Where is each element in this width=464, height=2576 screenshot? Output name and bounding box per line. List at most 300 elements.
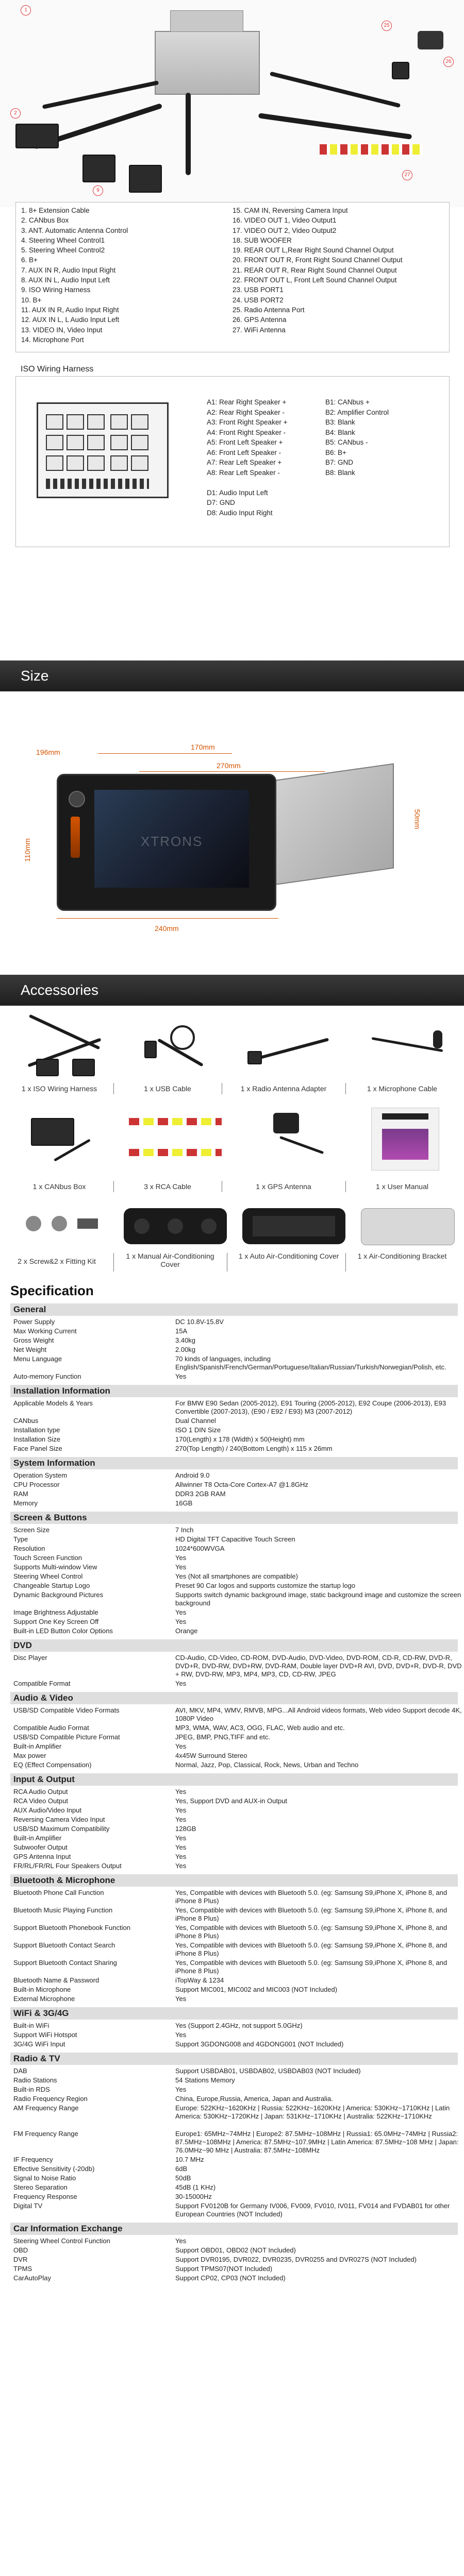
spec-key: Steering Wheel Control Function [13, 2237, 110, 2245]
spec-row [10, 1327, 458, 1335]
spec-section-heading: Bluetooth & Microphone [10, 1874, 458, 1887]
spec-value: 4x45W Surround Stereo [175, 1752, 247, 1759]
spec-key: Subwoofer Output [13, 1843, 68, 1851]
spec-key: Image Brightness Adjustable [13, 1608, 98, 1616]
spec-value: 170(Length) x 178 (Width) x 50(Height) mm [175, 1435, 305, 1443]
spec-row [10, 2076, 458, 2084]
spec-row [10, 2246, 458, 2255]
spec-value: JPEG, BMP, PNG,TIFF and etc. [175, 1733, 270, 1741]
wiring-item: 27. WiFi Antenna [233, 326, 286, 334]
spec-section-heading: Input & Output [10, 1773, 458, 1786]
spec-key: Auto-memory Function [13, 1372, 81, 1380]
spec-row [10, 2086, 458, 2094]
spec-row [10, 2256, 458, 2264]
spec-row [10, 1724, 458, 1732]
spec-row [10, 1346, 458, 1354]
callout-9: 9 [93, 185, 103, 196]
wiring-item: 14. Microphone Port [21, 335, 84, 344]
pin [67, 435, 84, 450]
spec-key: Operation System [13, 1471, 68, 1479]
spec-value: Preset 90 Car logos and supports customize the startup logo [175, 1582, 356, 1589]
pin [67, 414, 84, 430]
spec-row [10, 2193, 458, 2201]
spec-value: Dual Channel [175, 1417, 216, 1425]
spec-key: Built-in Amplifier [13, 1834, 62, 1842]
wiring-item: 6. B+ [21, 256, 38, 264]
spec-row [10, 1435, 458, 1444]
divider [345, 1253, 346, 1272]
callout-27: 27 [402, 170, 412, 180]
spec-row [10, 1535, 458, 1544]
spec-value: Yes [175, 1834, 187, 1842]
accessories-title: Accessories [21, 982, 98, 998]
spec-row [10, 1481, 458, 1489]
acc-auto-ac-cover-img [242, 1208, 345, 1244]
spec-row [10, 2274, 458, 2282]
pin [110, 414, 128, 430]
pin [131, 414, 148, 430]
spec-value: Yes, Support DVD and AUX-in Output [175, 1797, 288, 1805]
spec-key: AUX Audio/Video Input [13, 1806, 82, 1814]
iso-col-a [207, 397, 287, 518]
head-unit-back [155, 31, 260, 95]
spec-row [10, 2237, 458, 2245]
dim-line-top [98, 753, 232, 754]
spec-value: CD-Audio, CD-Video, CD-ROM, DVD-Audio, DVD-Video, DVD-ROM, CD-R, CD-RW, DVD-R, DVD+R, DVD-RW, DVD+RW, DVD-RAM, Double layer DVD+R AVI, DVD, DVD+R, DVD-R, DVD + RW, DVD-RW, MP3, MP4, MP3, CD, CD-RW, JPEG [175, 1654, 462, 1678]
size-section-bar [0, 660, 464, 691]
spec-row [10, 1372, 458, 1381]
spec-key: Supports Multi-window View [13, 1563, 97, 1571]
spec-value: Yes [175, 1853, 187, 1860]
spec-value: MP3, WMA, WAV, AC3, OGG, FLAC, Web audio and etc. [175, 1724, 345, 1732]
spec-key: EQ (Effect Compensation) [13, 1761, 92, 1769]
spec-row [10, 1336, 458, 1345]
iso-connector-diagram [37, 402, 169, 498]
spec-value: 270(Top Length) / 240(Bottom Length) x 115 x 26mm [175, 1445, 333, 1452]
spec-row [10, 1733, 458, 1741]
wiring-list-left [21, 206, 128, 345]
spec-section-heading: Audio & Video [10, 1692, 458, 1704]
wiring-item: 18. SUB WOOFER [233, 236, 292, 244]
face-panel [57, 774, 276, 911]
spec-row [10, 2156, 458, 2164]
spec-key: Max power [13, 1752, 46, 1759]
spec-row [10, 1752, 458, 1760]
pin [131, 435, 148, 450]
wiring-item: 3. ANT. Automatic Antenna Control [21, 226, 128, 234]
acc-ac-bracket-img [361, 1208, 455, 1245]
spec-value: 10.7 MHz [175, 2156, 204, 2163]
wiring-item: 21. REAR OUT R, Rear Right Sound Channel Output [233, 266, 397, 274]
spec-value: Yes (Not all smartphones are compatible) [175, 1572, 298, 1580]
iso-pin-label: A2: Rear Right Speaker - [207, 408, 285, 416]
spec-row [10, 1843, 458, 1852]
acc-label: 2 x Screw&2 x Fitting Kit [18, 1257, 96, 1265]
spec-row [10, 1426, 458, 1434]
spec-key: Disc Player [13, 1654, 47, 1662]
spec-section-heading: DVD [10, 1639, 458, 1652]
spec-key: Installation Size [13, 1435, 61, 1443]
spec-value: 7 Inch [175, 1526, 194, 1534]
spec-section-heading: Radio & TV [10, 2053, 458, 2065]
wiring-item: 26. GPS Antenna [233, 316, 287, 324]
spec-key: Compatible Format [13, 1680, 71, 1687]
spec-key: Built-in LED Button Color Options [13, 1627, 113, 1635]
iso-pin-label: B8: Blank [325, 468, 355, 477]
spec-value: 16GB [175, 1499, 193, 1507]
iso-pin-label: D1: Audio Input Left [207, 488, 268, 497]
iso-plug [82, 155, 115, 182]
spec-value: 54 Stations Memory [175, 2076, 235, 2084]
spec-key: Bluetooth Name & Password [13, 1976, 100, 1984]
dim-left-width: 196mm [36, 748, 60, 756]
spec-key: TPMS [13, 2265, 32, 2273]
spec-key: IF Frequency [13, 2156, 53, 2163]
wiring-item: 10. B+ [21, 296, 42, 304]
spec-value: Yes [175, 1608, 187, 1616]
spec-row [10, 1941, 458, 1958]
spec-key: Support Bluetooth Contact Sharing [13, 1959, 117, 1967]
wiring-item: 5. Steering Wheel Control2 [21, 246, 105, 255]
spec-key: USB/SD Maximum Compatibility [13, 1825, 110, 1833]
wiring-item: 25. Radio Antenna Port [233, 306, 305, 314]
spec-key: GPS Antenna Input [13, 1853, 71, 1860]
spec-row [10, 1742, 458, 1751]
spec-value: Europe: 522KHz~1620KHz | Russia: 522KHz~1620KHz | America: 530KHz~1710KHz | Latin America: 530KHz~1720KHz | Japan: 531KHz~1710KHz | Australia: 522KHz~1710KHz [175, 2104, 450, 2120]
divider [113, 1181, 114, 1192]
spec-key: Support WiFi Hotspot [13, 2031, 77, 2039]
spec-row [10, 1471, 458, 1480]
acc-label: 1 x Auto Air-Conditioning Cover [238, 1252, 339, 1260]
spec-key: CANbus [13, 1417, 39, 1425]
spec-key: Frequency Response [13, 2193, 77, 2200]
iso-pin-label: A1: Rear Right Speaker + [207, 398, 287, 406]
spec-value: Yes, Compatible with devices with Bluetooth 5.0. (eg: Samsung S9,iPhone X, iPhone 8, and iPhone 8 Plus) [175, 1959, 448, 1975]
spec-row [10, 1355, 458, 1371]
wiring-item: 15. CAM IN, Reversing Camera Input [233, 207, 348, 214]
spec-row [10, 1445, 458, 1453]
iso-pin-label: A6: Front Left Speaker - [207, 448, 281, 456]
spec-key: CarAutoPlay [13, 2274, 51, 2282]
dim-height-left: 110mm [23, 838, 31, 862]
wiring-item: 8. AUX IN L, Audio Input Left [21, 276, 110, 284]
divider [345, 1181, 346, 1192]
spec-key: Net Weight [13, 1346, 47, 1353]
pin [110, 455, 128, 471]
spec-row [10, 2095, 458, 2103]
spec-key: Face Panel Size [13, 1445, 62, 1452]
spec-key: AM Frequency Range [13, 2104, 79, 2112]
spec-value: Yes [175, 1563, 187, 1571]
spec-value: Support TPMS07(NOT Included) [175, 2265, 273, 2273]
wiring-item: 12. AUX IN L, L Audio Input Left [21, 316, 120, 324]
spec-row [10, 1806, 458, 1815]
spec-key: Gross Weight [13, 1336, 54, 1344]
spec-value: DDR3 2GB RAM [175, 1490, 226, 1498]
iso-box [15, 376, 450, 547]
spec-value: DC 10.8V-15.8V [175, 1318, 224, 1326]
pin [46, 435, 63, 450]
spec-key: Installation type [13, 1426, 60, 1434]
divider [113, 1083, 114, 1094]
spec-row [10, 1490, 458, 1498]
spec-value: Yes [175, 2086, 187, 2093]
acc-manual-ac-cover-img [124, 1208, 227, 1244]
spec-value: 3.40kg [175, 1336, 196, 1344]
cable-right [270, 72, 401, 108]
callout-2: 2 [10, 108, 21, 118]
wiring-item: 11. AUX IN R, Audio Input Right [21, 306, 119, 314]
canbus-box [15, 124, 59, 148]
cable-bundle-right [258, 113, 412, 140]
spec-value: Support DVR0195, DVR022, DVR0235, DVR0255 and DVR027S (NOT Included) [175, 2256, 417, 2263]
callout-1: 1 [21, 5, 31, 15]
spec-value: Yes [175, 1372, 187, 1380]
wiring-item: 24. USB PORT2 [233, 296, 284, 304]
spec-row [10, 1526, 458, 1534]
iso-pin-label: B7: GND [325, 459, 354, 466]
spec-key: Built-in Microphone [13, 1986, 71, 1993]
spec-value: Yes [175, 1618, 187, 1625]
spec-row [10, 1986, 458, 1994]
spec-value: Support MIC001, MIC002 and MIC003 (NOT Included) [175, 1986, 338, 1993]
spec-row [10, 2130, 458, 2155]
acc-label: 3 x RCA Cable [144, 1182, 191, 1191]
spec-key: DAB [13, 2067, 27, 2075]
acc-iso-harness-img [21, 1020, 113, 1077]
spec-key: Signal to Noise Ratio [13, 2174, 76, 2182]
spec-value: Yes [175, 1862, 187, 1870]
spec-value: Yes [175, 1806, 187, 1814]
spec-key: USB/SD Compatible Picture Format [13, 1733, 120, 1741]
spec-row [10, 1797, 458, 1805]
wiring-item: 20. FRONT OUT R, Front Right Sound Channel Output [233, 256, 403, 264]
spec-row [10, 1572, 458, 1581]
acc-canbus-img [21, 1108, 98, 1170]
spec-key: Compatible Audio Format [13, 1724, 89, 1732]
spec-key: Support Bluetooth Phonebook Function [13, 1924, 130, 1931]
wiring-item: 13. VIDEO IN, Video Input [21, 326, 103, 334]
spec-row [10, 1825, 458, 1833]
spec-key: External Microphone [13, 1995, 75, 2003]
spec-key: Memory [13, 1499, 38, 1507]
spec-row [10, 1582, 458, 1590]
size-diagram [0, 691, 464, 954]
spec-value: Support 3GDONG008 and 4GDONG001 (NOT Included) [175, 2040, 344, 2048]
acc-label: 1 x ISO Wiring Harness [21, 1084, 97, 1093]
spec-row [10, 2022, 458, 2030]
spec-key: FR/RL/FR/RL Four Speakers Output [13, 1862, 122, 1870]
pin [67, 455, 84, 471]
spec-value: 70 kinds of languages, including English/Spanish/French/German/Portuguese/Italian/Russian/Turkish/Norwegian/Polish, etc. [175, 1355, 446, 1371]
knob-icon [69, 791, 85, 807]
cable-down [186, 93, 191, 175]
spec-row [10, 1976, 458, 1985]
iso-pin-label: A7: Rear Left Speaker + [207, 459, 282, 466]
iso-col-b [325, 397, 389, 478]
spec-row [10, 1816, 458, 1824]
spec-value: Supports switch dynamic background image, static background image and customize the screen background [175, 1591, 461, 1607]
spec-key: Radio Stations [13, 2076, 57, 2084]
spec-row [10, 1608, 458, 1617]
spec-row [10, 1618, 458, 1626]
acc-label: 1 x Microphone Cable [367, 1084, 438, 1093]
pin [87, 414, 105, 430]
spec-row [10, 1834, 458, 1842]
spec-key: Max Working Current [13, 1327, 77, 1335]
spec-value: Europe1: 65MHz~74MHz | Europe2: 87.5MHz~108MHz | Russia1: 65.0MHz~74MHz | Russia2: 87.5MHz~108MHz | America: 87.5MHz~107.9MHz | Latin America: 87.5MHz~108 MHz | Japan: 76.0MHz~90 MHz | Australia: 87.5MHz~108MHz [175, 2130, 459, 2154]
spec-value: Support USBDAB01, USBDAB02, USBDAB03 (NOT Included) [175, 2067, 361, 2075]
spec-value: Yes [175, 1680, 187, 1687]
spec-key: Menu Language [13, 1355, 62, 1363]
spec-value: 1024*600WVGA [175, 1545, 225, 1552]
cable-left [42, 80, 159, 109]
spec-key: Built-in RDS [13, 2086, 50, 2093]
spec-row [10, 1761, 458, 1769]
spec-row [10, 2165, 458, 2173]
spec-row [10, 1788, 458, 1796]
wiring-item: 16. VIDEO OUT 1, Video Output1 [233, 216, 337, 225]
pin [110, 435, 128, 450]
acc-label: 1 x Air-Conditioning Bracket [357, 1252, 447, 1260]
acc-label: 1 x Radio Antenna Adapter [240, 1084, 327, 1093]
spec-row [10, 1889, 458, 1905]
spec-row [10, 1499, 458, 1507]
spec-row [10, 2265, 458, 2273]
spec-row [10, 1591, 461, 1607]
wiring-item: 22. FRONT OUT L, Front Left Sound Channel Output [233, 276, 397, 284]
orange-led-icon [71, 817, 80, 858]
spec-value: iTopWay & 1234 [175, 1976, 224, 1984]
spec-key: Effective Sensitivity (-20db) [13, 2165, 95, 2173]
spec-value: Support OBD01, OBD02 (NOT Included) [175, 2246, 296, 2254]
spec-key: DVR [13, 2256, 28, 2263]
acc-label: 1 x CANbus Box [32, 1182, 86, 1191]
iso-plug-2 [129, 165, 162, 193]
spec-value: ISO 1 DIN Size [175, 1426, 221, 1434]
accessories-section-bar [0, 975, 464, 1006]
spec-row [10, 1318, 458, 1326]
spec-key: RCA Video Output [13, 1797, 68, 1805]
spec-value: Support CP02, CP03 (NOT Included) [175, 2274, 286, 2282]
acc-gps-img [258, 1108, 340, 1170]
spec-value: 15A [175, 1327, 188, 1335]
acc-manual-img [371, 1108, 439, 1171]
spec-key: Reversing Camera Video Input [13, 1816, 105, 1823]
spec-row [10, 1706, 462, 1723]
spec-key: Screen Size [13, 1526, 50, 1534]
dim-line-depth [139, 771, 325, 772]
wiring-item: 7. AUX IN R, Audio Input Right [21, 266, 116, 274]
spec-key: Applicable Models & Years [13, 1399, 93, 1407]
spec-row [10, 1563, 458, 1571]
acc-label: 1 x USB Cable [144, 1084, 191, 1093]
spec-value: China, Europe,Russia, America, Japan and Australia. [175, 2095, 333, 2103]
wiring-harness-photo [0, 0, 464, 207]
spec-key: Stereo Separation [13, 2183, 68, 2191]
spec-value: 2.00kg [175, 1346, 196, 1353]
spec-value: Yes, Compatible with devices with Bluetooth 5.0. (eg: Samsung S9,iPhone X, iPhone 8, and iPhone 8 Plus) [175, 1941, 448, 1957]
dim-bottom: 240mm [155, 924, 179, 933]
wiring-item: 4. Steering Wheel Control1 [21, 236, 105, 244]
spec-key: Resolution [13, 1545, 45, 1552]
spec-value: AVI, MKV, MP4, WMV, RMVB, MPG...All Android videos formats, Web video Support decode 4K, 1080P Video [175, 1706, 462, 1722]
spec-section-heading: Car Information Exchange [10, 2223, 458, 2235]
spec-value: Support FV0120B for Germany IV006, FV009, FV010, IV011, FV014 and FVDAB01 for other European Countries (NOT Included) [175, 2202, 450, 2218]
spec-row [10, 2202, 458, 2218]
spec-value: 30-15000Hz [175, 2193, 212, 2200]
spec-section-heading: System Information [10, 1457, 458, 1469]
spec-value: Yes, Compatible with devices with Bluetooth 5.0. (eg: Samsung S9,iPhone X, iPhone 8, and iPhone 8 Plus) [175, 1889, 448, 1905]
spec-row [10, 1627, 458, 1635]
wiring-item: 23. USB PORT1 [233, 286, 284, 294]
iso-pin-label: A3: Front Right Speaker + [207, 418, 288, 426]
spec-row [10, 1853, 458, 1861]
dim-depth: 270mm [217, 761, 241, 770]
iso-pin-label: D8: Audio Input Right [207, 509, 273, 517]
acc-mic-cable-img [361, 1020, 454, 1077]
spec-row [10, 1924, 458, 1940]
spec-row [10, 1995, 458, 2003]
spec-value: Yes, Compatible with devices with Bluetooth 5.0. (eg: Samsung S9,iPhone X, iPhone 8, and iPhone 8 Plus) [175, 1906, 448, 1922]
iso-pin-label: B5: CANbus - [325, 438, 368, 446]
spec-row [10, 1654, 462, 1679]
spec-row [10, 2174, 458, 2182]
spec-key: Built-in WiFi [13, 2022, 49, 2029]
spec-key: Bluetooth Music Playing Function [13, 1906, 113, 1914]
spec-row [10, 1862, 458, 1870]
spec-value: Allwinner T8 Octa-Core Cortex-A7 @1.8GHz [175, 1481, 308, 1488]
spec-row [10, 2183, 458, 2192]
pin [87, 455, 105, 471]
spec-row [10, 2104, 458, 2129]
iso-pin-label: B4: Blank [325, 428, 355, 436]
spec-value: Orange [175, 1627, 198, 1635]
dim-height-right: 50mm [413, 809, 422, 829]
spec-value: Yes [175, 1742, 187, 1750]
spec-value: 6dB [175, 2165, 188, 2173]
callout-25: 25 [382, 21, 392, 31]
iso-pin-label: B2: Amplifier Control [325, 408, 389, 416]
gps-antenna [418, 31, 443, 49]
iso-title: ISO Wiring Harness [21, 365, 94, 374]
spec-value: Yes [175, 1843, 187, 1851]
spec-value: 128GB [175, 1825, 196, 1833]
spec-row [10, 1959, 458, 1975]
spec-value: Yes [175, 1554, 187, 1562]
usb-connectors [170, 10, 243, 32]
gps-antenna-plug [392, 62, 409, 79]
wiring-item: 9. ISO Wiring Harness [21, 286, 91, 294]
spec-key: Support One Key Screen Off [13, 1618, 99, 1625]
spec-title: Specification [10, 1283, 94, 1298]
acc-label: 1 x GPS Antenna [256, 1182, 311, 1191]
spec-row [10, 1680, 458, 1688]
iso-pin-label: D7: GND [207, 499, 235, 506]
spec-key: Bluetooth Phone Call Function [13, 1889, 104, 1896]
spec-value: Yes [175, 1995, 187, 2003]
pin [131, 455, 148, 471]
brand-watermark: XTRONS [141, 834, 203, 849]
callout-26: 26 [443, 57, 454, 67]
pin [46, 455, 63, 471]
wiring-item: 19. REAR OUT L,Rear Right Sound Channel Output [233, 246, 394, 255]
spec-row [10, 1906, 458, 1923]
acc-radio-antenna-img [242, 1020, 335, 1077]
spec-value: Android 9.0 [175, 1471, 210, 1479]
divider [113, 1253, 114, 1272]
spec-row [10, 1554, 458, 1562]
